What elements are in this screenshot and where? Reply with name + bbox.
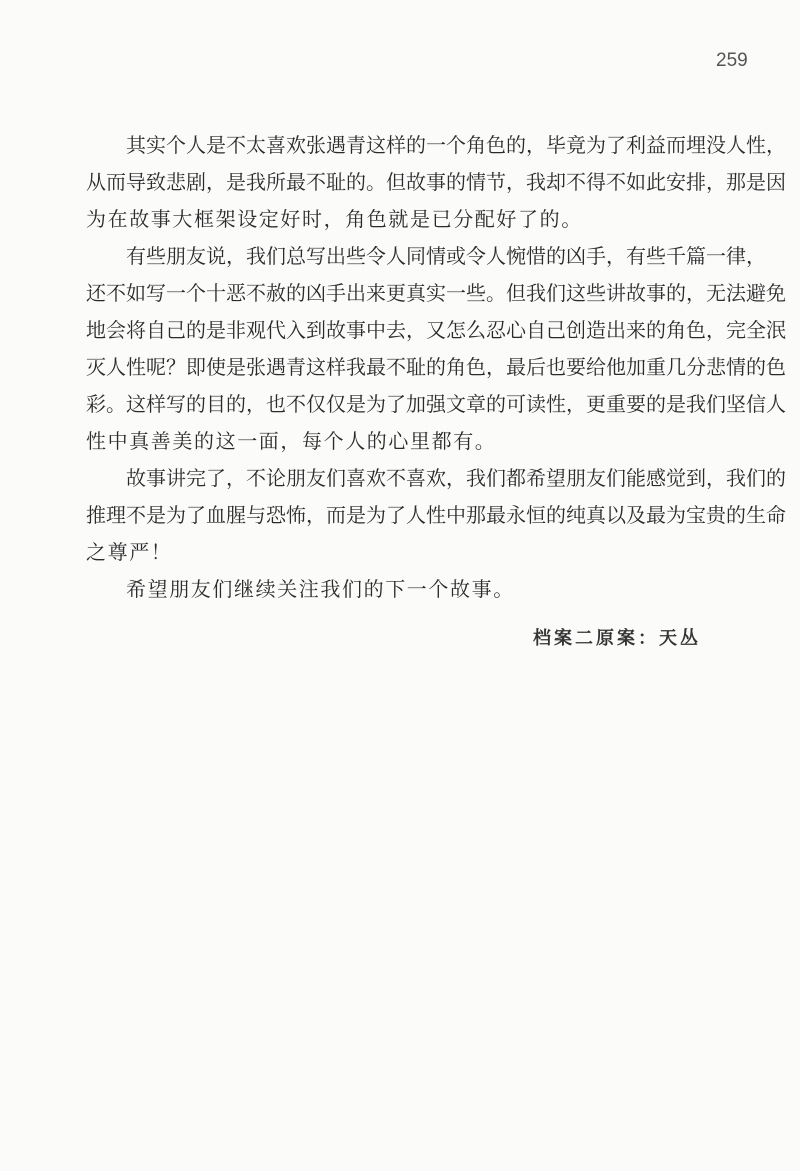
text-line: 希望朋友们继续关注我们的下一个故事。 — [126, 577, 515, 601]
text-line: 彩。这样写的目的，也不仅仅是为了加强文章的可读性，更重要的是我们坚信人 — [86, 392, 786, 416]
text-line: 有些朋友说，我们总写出些令人同情或令人惋惜的凶手，有些千篇一律， — [126, 244, 766, 268]
text-line: 之尊严！ — [86, 540, 173, 564]
text-line: 地会将自己的是非观代入到故事中去，又怎么忍心自己创造出来的角色，完全泯 — [86, 318, 786, 342]
text-line: 性中真善美的这一面，每个人的心里都有。 — [86, 429, 497, 453]
page-number: 259 — [716, 50, 748, 71]
text-line: 其实个人是不太喜欢张遇青这样的一个角色的，毕竟为了利益而埋没人性， — [126, 133, 786, 157]
text-line: 从而导致悲剧，是我所最不耻的。但故事的情节，我却不得不如此安排，那是因 — [86, 170, 786, 194]
author-signature: 档案二原案：天丛 — [533, 628, 701, 649]
body-text — [86, 130, 786, 611]
text-line: 为在故事大框架设定好时，角色就是已分配好了的。 — [86, 207, 583, 231]
text-line: 还不如写一个十恶不赦的凶手出来更真实一些。但我们这些讲故事的，无法避免 — [86, 281, 786, 305]
text-line: 故事讲完了，不论朋友们喜欢不喜欢，我们都希望朋友们能感觉到，我们的 — [126, 466, 786, 490]
text-line: 推理不是为了血腥与恐怖，而是为了人性中那最永恒的纯真以及最为宝贵的生命 — [86, 503, 786, 527]
text-line: 灭人性呢？即使是张遇青这样我最不耻的角色，最后也要给他加重几分悲情的色 — [86, 355, 786, 379]
